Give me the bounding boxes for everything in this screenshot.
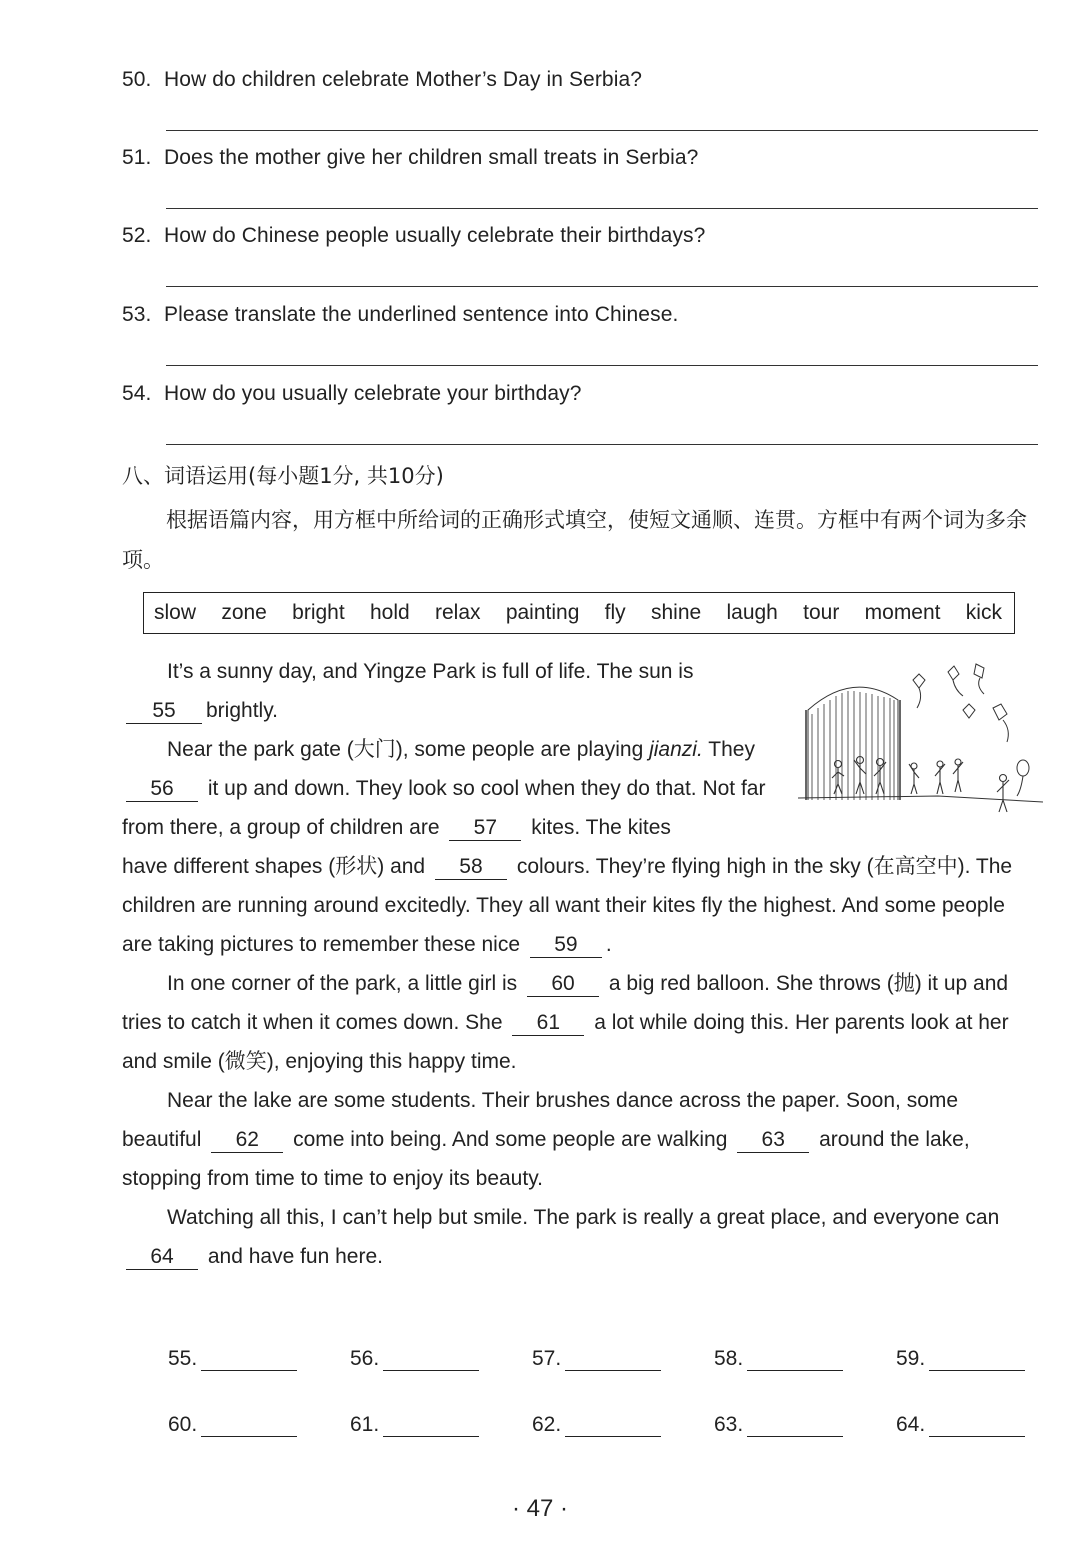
- answer-label: 59.: [896, 1347, 926, 1370]
- answer-field-60[interactable]: [201, 1416, 297, 1437]
- passage-text: a big red balloon. She throws (抛) it up and tries to catch it when it comes down. She: [122, 972, 1009, 1034]
- answer-row: [168, 1371, 1038, 1437]
- word-option: tour: [803, 601, 840, 624]
- answer-line-54[interactable]: [166, 444, 1038, 445]
- passage-paragraph-1b: [122, 847, 1038, 964]
- word-option: laugh: [726, 601, 778, 624]
- answer-item: [350, 1347, 492, 1371]
- answer-field-59[interactable]: [929, 1350, 1025, 1371]
- answer-label: 55.: [168, 1347, 198, 1370]
- word-option: slow: [154, 601, 197, 624]
- answer-field-55[interactable]: [201, 1350, 297, 1371]
- passage-text: come into being. And some people are walking: [293, 1128, 728, 1151]
- word-option: painting: [505, 601, 580, 624]
- page-number: · 47 ·: [511, 1495, 568, 1522]
- answer-item: [896, 1347, 1038, 1371]
- blank-59[interactable]: 59: [530, 933, 602, 958]
- word-option: moment: [864, 601, 941, 624]
- answer-item: [532, 1347, 674, 1371]
- passage-paragraph-3: [122, 1081, 1038, 1198]
- question-number: 53.: [122, 303, 152, 326]
- answer-field-57[interactable]: [565, 1350, 661, 1371]
- question-text: How do Chinese people usually celebrate their birthdays?: [164, 224, 706, 247]
- answer-line-51[interactable]: [166, 208, 1038, 209]
- word-option: bright: [292, 601, 345, 624]
- question-text: Does the mother give her children small treats in Serbia?: [164, 146, 699, 169]
- answer-label: 58.: [714, 1347, 744, 1370]
- passage-text: have different shapes (形状) and: [122, 855, 426, 878]
- answer-field-56[interactable]: [383, 1350, 479, 1371]
- answer-item: [896, 1413, 1038, 1437]
- answer-item: [714, 1347, 856, 1371]
- question-number: 50.: [122, 68, 152, 91]
- passage-paragraph-1a: [122, 652, 782, 847]
- question-54: [122, 382, 582, 406]
- passage-text: a lot while doing this. Her parents look at her and smile (微笑), enjoying this happy time.: [122, 1011, 1009, 1073]
- passage-text: Near the park gate (大门), some people are playing: [167, 738, 644, 761]
- question-number: 52.: [122, 224, 152, 247]
- question-52: [122, 224, 705, 248]
- answer-line-50[interactable]: [166, 130, 1038, 131]
- answer-label: 57.: [532, 1347, 562, 1370]
- passage-text-italic: jianzi.: [649, 738, 703, 761]
- passage-paragraph-4: [122, 1198, 1038, 1276]
- answer-line-53[interactable]: [166, 365, 1038, 366]
- answer-label: 60.: [168, 1413, 198, 1436]
- passage-text: brightly.: [206, 699, 278, 722]
- answer-line-52[interactable]: [166, 286, 1038, 287]
- passage-text: They: [708, 738, 755, 761]
- blank-55[interactable]: 55: [126, 699, 202, 724]
- answer-item: [532, 1413, 674, 1437]
- answer-label: 62.: [532, 1413, 562, 1436]
- answer-field-63[interactable]: [747, 1416, 843, 1437]
- passage-text: Near the lake are some students. Their brushes dance across the paper. Soon, some beautiful: [122, 1089, 959, 1151]
- blank-61[interactable]: 61: [512, 1011, 584, 1036]
- question-51: [122, 146, 698, 170]
- passage-text: It’s a sunny day, and Yingze Park is full of life. The sun is: [167, 660, 694, 683]
- passage-text: it up and down. They look so cool when they do that. Not far from there, a group of children are: [122, 777, 766, 839]
- answer-item: [168, 1413, 310, 1437]
- answer-row: [168, 1305, 1038, 1371]
- blank-64[interactable]: 64: [126, 1245, 198, 1270]
- passage-text: kites. The kites: [531, 816, 671, 839]
- section-instruction: 根据语篇内容，用方框中所给词的正确形式填空，使短文通顺、连贯。方框中有两个词为多余项。: [122, 508, 1027, 572]
- question-text: Please translate the underlined sentence into Chinese.: [164, 303, 679, 326]
- passage-text: Watching all this, I can’t help but smile. The park is really a great place, and everyone can: [167, 1206, 1000, 1229]
- passage-text: and have fun here.: [207, 1245, 383, 1268]
- blank-58[interactable]: 58: [435, 855, 507, 880]
- passage-paragraph-2: [122, 964, 1038, 1081]
- passage-text: colours. They’re flying high in the sky (在高空中). The children are running around excitedly. They all want their kites fly the highest. And some people are taking pictures to remember these nice: [122, 855, 1013, 956]
- blank-62[interactable]: 62: [211, 1128, 283, 1153]
- park-kites-illustration: [798, 660, 1043, 835]
- answer-item: [350, 1413, 492, 1437]
- question-53: [122, 303, 678, 327]
- answer-label: 63.: [714, 1413, 744, 1436]
- passage-text: around the lake, stopping from time to time to enjoy its beauty.: [122, 1128, 970, 1190]
- passage-text: .: [605, 933, 612, 956]
- answer-field-61[interactable]: [383, 1416, 479, 1437]
- answer-field-62[interactable]: [565, 1416, 661, 1437]
- word-option: fly: [604, 601, 626, 624]
- section-title: 八、词语运用(每小题1分, 共10分): [122, 464, 444, 488]
- answer-item: [714, 1413, 856, 1437]
- answer-field-58[interactable]: [747, 1350, 843, 1371]
- answer-grid: [168, 1305, 1038, 1437]
- question-number: 54.: [122, 382, 152, 405]
- word-option: relax: [434, 601, 481, 624]
- blank-56[interactable]: 56: [126, 777, 198, 802]
- word-option: hold: [369, 601, 410, 624]
- question-50: [122, 68, 642, 92]
- answer-field-64[interactable]: [929, 1416, 1025, 1437]
- blank-57[interactable]: 57: [449, 816, 521, 841]
- word-option: zone: [221, 601, 267, 624]
- question-text: How do children celebrate Mother’s Day in Serbia?: [164, 68, 643, 91]
- word-option: shine: [650, 601, 702, 624]
- passage-text: In one corner of the park, a little girl is: [167, 972, 518, 995]
- blank-60[interactable]: 60: [527, 972, 599, 997]
- word-option: kick: [965, 601, 1002, 624]
- blank-63[interactable]: 63: [737, 1128, 809, 1153]
- answer-label: 61.: [350, 1413, 380, 1436]
- question-text: How do you usually celebrate your birthday?: [164, 382, 582, 405]
- word-box: [143, 592, 1015, 634]
- answer-item: [168, 1347, 310, 1371]
- question-number: 51.: [122, 146, 152, 169]
- answer-label: 64.: [896, 1413, 926, 1436]
- answer-label: 56.: [350, 1347, 380, 1370]
